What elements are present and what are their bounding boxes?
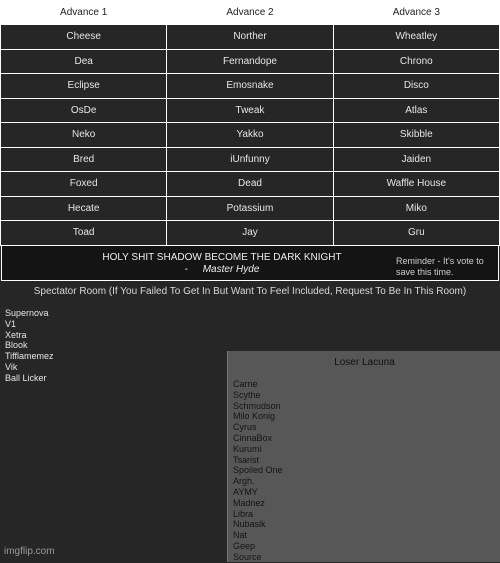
quote-dash: - (184, 264, 188, 275)
list-item: Source (233, 551, 262, 562)
quote-text: HOLY SHIT SHADOW BECOME THE DARK KNIGHT (102, 252, 342, 263)
list-item: Argh. (233, 476, 255, 487)
reminder-text: Reminder - It's vote to save this time. (396, 256, 484, 277)
table-cell: Skibble (333, 123, 499, 148)
list-item: Schmudson (233, 400, 281, 411)
list-item: Xetra (5, 329, 27, 340)
list-item: Spoiled One (233, 465, 283, 476)
column-header-advance-2: Advance 2 (167, 1, 333, 25)
table-cell: Cheese (1, 25, 167, 50)
table-cell: Emosnake (167, 74, 333, 99)
table-cell: Jay (167, 221, 333, 246)
table-header-row (1, 1, 500, 25)
table-cell: Dea (1, 49, 167, 74)
table-row (1, 196, 500, 221)
quote-block (42, 252, 402, 276)
column-header-advance-1: Advance 1 (1, 1, 167, 25)
table-cell: Hecate (1, 196, 167, 221)
list-item: Kurumi (233, 443, 262, 454)
table-cell: OsDe (1, 98, 167, 123)
table-cell: Tweak (167, 98, 333, 123)
table-row (1, 147, 500, 172)
loser-lacuna-panel (227, 351, 500, 562)
table-cell: iUnfunny (167, 147, 333, 172)
list-item: Nubasik (233, 519, 266, 530)
quote-banner (1, 245, 499, 281)
table-row (1, 25, 500, 50)
list-item: CinnaBox (233, 432, 273, 443)
list-item: Libra (233, 508, 254, 519)
list-item: Milo Konig (233, 411, 276, 422)
list-item: Supernova (5, 308, 49, 318)
table-cell: Yakko (167, 123, 333, 148)
list-item: Nat (233, 530, 248, 541)
table-cell: Gru (333, 221, 499, 246)
list-item: V1 (5, 318, 17, 329)
column-header-advance-3: Advance 3 (333, 1, 499, 25)
table-cell: Foxed (1, 172, 167, 197)
table-cell: Norther (167, 25, 333, 50)
list-item: Vik (5, 361, 18, 372)
table-row (1, 172, 500, 197)
loser-lacuna-title: Loser Lacuna (334, 357, 395, 368)
list-item: Ball Licker (5, 372, 47, 383)
table-cell: Bred (1, 147, 167, 172)
imgflip-watermark: imgflip.com (4, 546, 55, 557)
table-cell: Toad (1, 221, 167, 246)
table-cell: Jaiden (333, 147, 499, 172)
list-item: Carne (233, 379, 258, 389)
spectator-list (5, 308, 54, 384)
table-cell: Fernandope (167, 49, 333, 74)
loser-list (233, 379, 283, 563)
list-item: Tsarist (233, 454, 260, 465)
spectator-room-title: Spectator Room (If You Failed To Get In But Want To Feel Included, Request To Be In This Room) (33, 286, 467, 297)
list-item: AYMY (233, 486, 258, 497)
list-item: Cyrus (233, 422, 257, 433)
table-cell: Disco (333, 74, 499, 99)
table-cell: Chrono (333, 49, 499, 74)
advance-table (0, 0, 500, 246)
table-cell: Dead (167, 172, 333, 197)
table-row (1, 221, 500, 246)
table-cell: Wheatley (333, 25, 499, 50)
table-cell: Potassium (167, 196, 333, 221)
list-item: Madnez (233, 497, 266, 508)
list-item: Tifflamemez (5, 351, 54, 362)
list-item: Geep (233, 540, 256, 551)
table-cell: Eclipse (1, 74, 167, 99)
table-row (1, 74, 500, 99)
table-row (1, 123, 500, 148)
table-row (1, 49, 500, 74)
table-row (1, 98, 500, 123)
table-cell: Neko (1, 123, 167, 148)
quote-attribution (42, 264, 402, 276)
list-item: Scythe (233, 389, 261, 400)
table-cell: Miko (333, 196, 499, 221)
table-cell: Waffle House (333, 172, 499, 197)
quote-author: Master Hyde (202, 264, 260, 275)
table-cell: Atlas (333, 98, 499, 123)
list-item: Blook (5, 340, 28, 351)
